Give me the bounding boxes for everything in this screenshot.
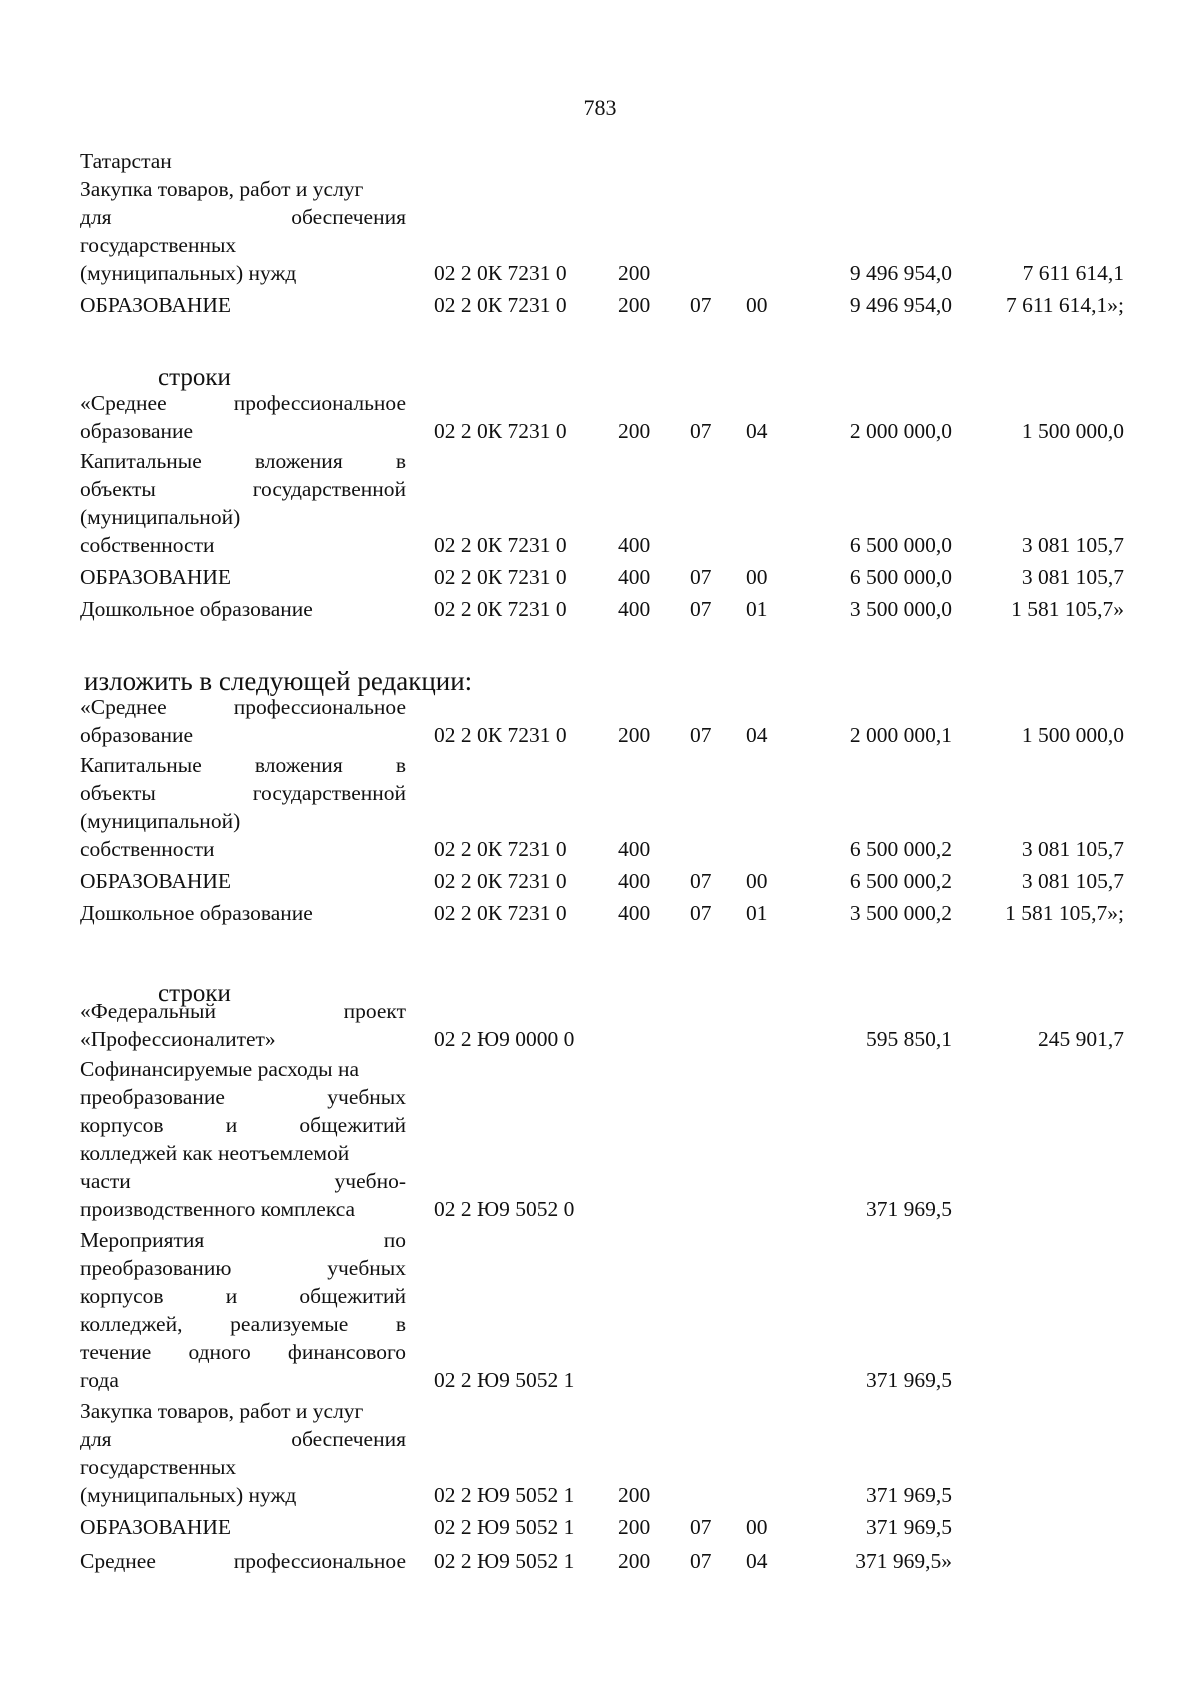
amount-year-1: 595 850,1	[866, 1027, 952, 1051]
row-description: Софинансируемые расходы на преобразование учебных корпусов и общежитий колледжей как неотъемлемой части учебно- производственного комплекса	[80, 1057, 406, 1221]
row-description: «Среднее профессиональное образование	[80, 391, 406, 443]
target-article-code: 02 2 0К 7231 0	[434, 419, 567, 443]
subsection-code: 00	[746, 1515, 768, 1539]
amount-year-1: 2 000 000,0	[849, 419, 952, 443]
expense-type: 400	[618, 837, 651, 861]
amount-year-2: 3 081 105,7	[1021, 837, 1124, 861]
subsection-code: 04	[746, 1549, 768, 1573]
section-heading: изложить в следующей редакции:	[84, 666, 473, 696]
row-description: Капитальные вложения в объекты государственной (муниципальной) собственности	[80, 753, 406, 861]
table-row	[0, 293, 1200, 317]
amount-year-2: 1 500 000,0	[1021, 419, 1124, 443]
amount-year-1: 371 969,5	[866, 1197, 952, 1221]
amount-year-2: 7 611 614,1»;	[1005, 293, 1124, 317]
table-row	[0, 391, 1200, 443]
expense-type: 200	[618, 1483, 651, 1507]
amount-year-1: 6 500 000,0	[849, 533, 952, 557]
subsection-code: 00	[746, 293, 768, 317]
table-row	[0, 1399, 1200, 1507]
target-article-code: 02 2 Ю9 5052 1	[434, 1483, 575, 1507]
amount-year-2: 3 081 105,7	[1021, 869, 1124, 893]
target-article-code: 02 2 0К 7231 0	[434, 723, 567, 747]
section-heading: строки	[158, 364, 231, 391]
expense-type: 200	[618, 723, 651, 747]
target-article-code: 02 2 0К 7231 0	[434, 869, 567, 893]
subsection-code: 00	[746, 565, 768, 589]
page-number: 783	[583, 95, 617, 120]
section-heading: строки	[158, 980, 231, 1007]
target-article-code: 02 2 0К 7231 0	[434, 533, 567, 557]
section-code: 07	[690, 1549, 712, 1573]
target-article-code: 02 2 0К 7231 0	[434, 565, 567, 589]
amount-year-1: 9 496 954,0	[849, 293, 952, 317]
amount-year-1: 6 500 000,2	[849, 837, 952, 861]
amount-year-1: 3 500 000,0	[849, 597, 952, 621]
amount-year-1: 9 496 954,0	[849, 261, 952, 285]
section-code: 07	[690, 869, 712, 893]
target-article-code: 02 2 0К 7231 0	[434, 901, 567, 925]
expense-type: 400	[618, 901, 651, 925]
section-code: 07	[690, 1515, 712, 1539]
table-row	[0, 999, 1200, 1051]
table-row	[0, 901, 1200, 925]
amount-year-2: 1 581 105,7»;	[1005, 901, 1124, 925]
subsection-code: 04	[746, 419, 768, 443]
target-article-code: 02 2 Ю9 5052 0	[434, 1197, 575, 1221]
expense-type: 200	[618, 419, 651, 443]
table-row	[0, 695, 1200, 747]
amount-year-1: 371 969,5»	[855, 1549, 952, 1573]
amount-year-1: 371 969,5	[866, 1368, 952, 1392]
amount-year-1: 6 500 000,2	[849, 869, 952, 893]
row-description: Среднее профессиональное	[80, 1549, 406, 1573]
target-article-code: 02 2 0К 7231 0	[434, 293, 567, 317]
target-article-code: 02 2 0К 7231 0	[434, 261, 567, 285]
section-code: 07	[690, 419, 712, 443]
table-row	[0, 149, 1200, 285]
amount-year-2: 3 081 105,7	[1021, 565, 1124, 589]
subsection-code: 01	[746, 597, 768, 621]
row-description: ОБРАЗОВАНИЕ	[80, 1515, 232, 1539]
section-code: 07	[690, 565, 712, 589]
row-description: Дошкольное образование	[80, 597, 313, 621]
row-description: Татарстан Закупка товаров, работ и услуг для обеспечения государственных (муниципальных) нужд	[80, 149, 406, 285]
table-row	[0, 869, 1200, 893]
section-code: 07	[690, 293, 712, 317]
table-row	[0, 597, 1200, 621]
row-description: «Среднее профессиональное образование	[80, 695, 406, 747]
subsection-code: 01	[746, 901, 768, 925]
row-description: ОБРАЗОВАНИЕ	[80, 293, 232, 317]
target-article-code: 02 2 Ю9 5052 1	[434, 1549, 575, 1573]
target-article-code: 02 2 Ю9 5052 1	[434, 1368, 575, 1392]
table-row	[0, 449, 1200, 557]
section-code: 07	[690, 723, 712, 747]
amount-year-2: 1 581 105,7»	[1011, 597, 1124, 621]
row-description: ОБРАЗОВАНИЕ	[80, 565, 232, 589]
table-row	[0, 565, 1200, 589]
section-code: 07	[690, 597, 712, 621]
table-row	[0, 1549, 1200, 1573]
target-article-code: 02 2 Ю9 0000 0	[434, 1027, 575, 1051]
subsection-code: 04	[746, 723, 768, 747]
table-row	[0, 1515, 1200, 1539]
expense-type: 400	[618, 597, 651, 621]
target-article-code: 02 2 0К 7231 0	[434, 837, 567, 861]
expense-type: 200	[618, 1549, 651, 1573]
amount-year-1: 2 000 000,1	[849, 723, 952, 747]
amount-year-1: 3 500 000,2	[849, 901, 952, 925]
amount-year-1: 371 969,5	[866, 1483, 952, 1507]
table-row	[0, 1057, 1200, 1221]
table-row	[0, 1228, 1200, 1392]
row-description: ОБРАЗОВАНИЕ	[80, 869, 232, 893]
amount-year-2: 7 611 614,1	[1022, 261, 1124, 285]
subsection-code: 00	[746, 869, 768, 893]
amount-year-2: 245 901,7	[1038, 1027, 1124, 1051]
row-description: Дошкольное образование	[80, 901, 313, 925]
expense-type: 400	[618, 533, 651, 557]
expense-type: 400	[618, 565, 651, 589]
amount-year-2: 1 500 000,0	[1021, 723, 1124, 747]
target-article-code: 02 2 0К 7231 0	[434, 597, 567, 621]
amount-year-1: 371 969,5	[866, 1515, 952, 1539]
table-row	[0, 753, 1200, 861]
amount-year-1: 6 500 000,0	[849, 565, 952, 589]
expense-type: 200	[618, 261, 651, 285]
row-description: Мероприятия по преобразованию учебных корпусов и общежитий колледжей, реализуемые в течение одного финансового года	[80, 1228, 406, 1392]
target-article-code: 02 2 Ю9 5052 1	[434, 1515, 575, 1539]
row-description: Закупка товаров, работ и услуг для обеспечения государственных (муниципальных) нужд	[80, 1399, 406, 1507]
row-description: «Федеральный проект «Профессионалитет»	[80, 999, 406, 1051]
row-description: Капитальные вложения в объекты государственной (муниципальной) собственности	[80, 449, 406, 557]
expense-type: 200	[618, 293, 651, 317]
section-code: 07	[690, 901, 712, 925]
amount-year-2: 3 081 105,7	[1021, 533, 1124, 557]
expense-type: 200	[618, 1515, 651, 1539]
expense-type: 400	[618, 869, 651, 893]
